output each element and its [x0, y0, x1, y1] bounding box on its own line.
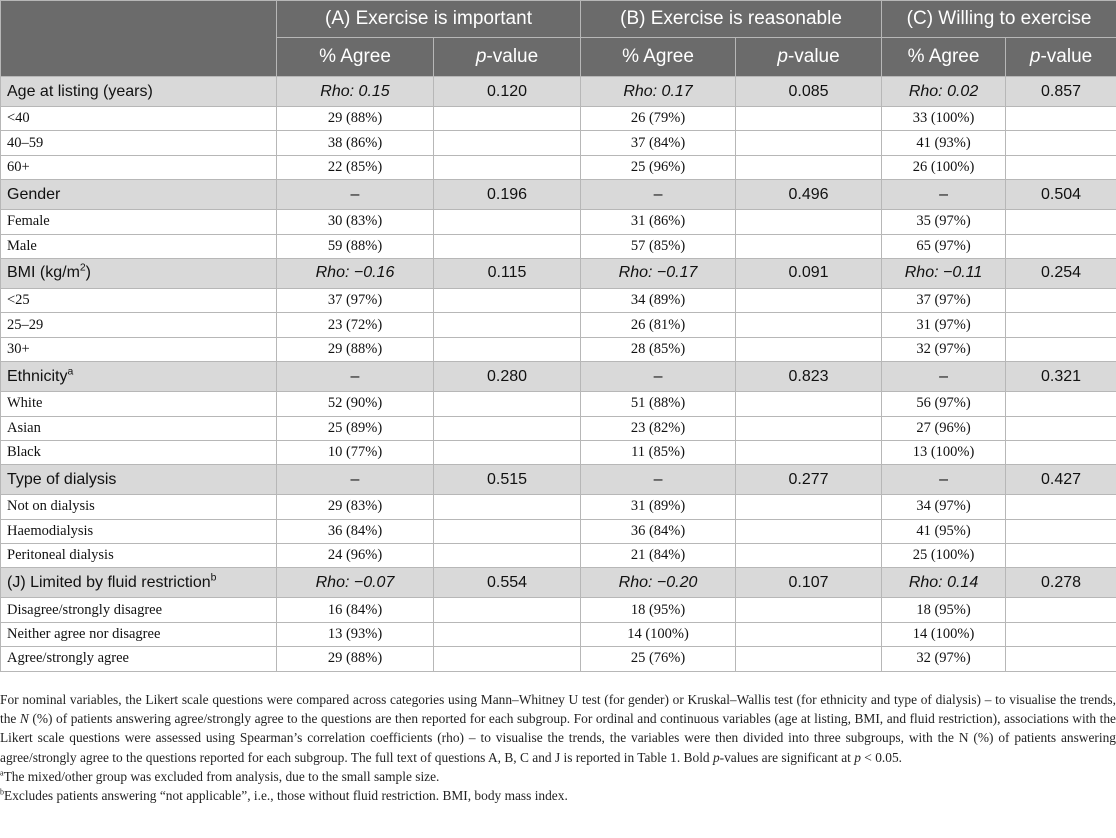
- subgroup-label: 40–59: [1, 131, 277, 155]
- empty-cell: [1006, 647, 1116, 671]
- table-row: [1, 107, 1116, 131]
- section-pvalue: 0.321: [1006, 362, 1116, 392]
- section-stat: –: [882, 362, 1006, 392]
- header-corner: [1, 1, 277, 77]
- agree-count: 16 (84%): [277, 598, 434, 622]
- section-pvalue: 0.554: [434, 568, 581, 598]
- empty-cell: [736, 288, 882, 312]
- table-row: [1, 131, 1116, 155]
- subgroup-label: 30+: [1, 337, 277, 361]
- subgroup-label: Peritoneal dialysis: [1, 544, 277, 568]
- empty-cell: [434, 107, 581, 131]
- section-pvalue: 0.107: [736, 568, 882, 598]
- agree-count: 41 (93%): [882, 131, 1006, 155]
- agree-count: 18 (95%): [882, 598, 1006, 622]
- table-footnotes: [0, 690, 1116, 805]
- footnote-b: $^b$Excludes patients answering “not applicable”, i.e., those without fluid restriction. BMI, body mass index.: [0, 787, 568, 804]
- header-pvalue: p-value: [434, 38, 581, 77]
- empty-cell: [736, 544, 882, 568]
- table-row: [1, 544, 1116, 568]
- section-stat: –: [581, 465, 736, 495]
- agree-count: 25 (100%): [882, 544, 1006, 568]
- agree-count: 41 (95%): [882, 519, 1006, 543]
- agree-count: 31 (86%): [581, 210, 736, 234]
- section-stat: Rho: −0.16: [277, 258, 434, 288]
- empty-cell: [1006, 337, 1116, 361]
- header-group-b: (B) Exercise is reasonable: [581, 1, 882, 38]
- empty-cell: [434, 337, 581, 361]
- section-row: [1, 568, 1116, 598]
- table-row: [1, 440, 1116, 464]
- subgroup-label: 25–29: [1, 313, 277, 337]
- empty-cell: [1006, 598, 1116, 622]
- section-pvalue: 0.085: [736, 77, 882, 107]
- agree-count: 29 (88%): [277, 107, 434, 131]
- table-row: [1, 495, 1116, 519]
- header-agree: % Agree: [882, 38, 1006, 77]
- agree-count: 32 (97%): [882, 337, 1006, 361]
- agree-count: 51 (88%): [581, 392, 736, 416]
- empty-cell: [1006, 622, 1116, 646]
- section-pvalue: 0.115: [434, 258, 581, 288]
- subgroup-label: Male: [1, 234, 277, 258]
- section-pvalue: 0.280: [434, 362, 581, 392]
- empty-cell: [434, 519, 581, 543]
- empty-cell: [736, 622, 882, 646]
- section-stat: –: [277, 465, 434, 495]
- agree-count: 10 (77%): [277, 440, 434, 464]
- section-row: [1, 465, 1116, 495]
- subgroup-label: Not on dialysis: [1, 495, 277, 519]
- section-stat: Rho: 0.02: [882, 77, 1006, 107]
- subgroup-label: Disagree/strongly disagree: [1, 598, 277, 622]
- section-stat: Rho: −0.17: [581, 258, 736, 288]
- empty-cell: [434, 622, 581, 646]
- section-pvalue: 0.515: [434, 465, 581, 495]
- agree-count: 36 (84%): [277, 519, 434, 543]
- empty-cell: [736, 598, 882, 622]
- empty-cell: [434, 155, 581, 179]
- agree-count: 26 (81%): [581, 313, 736, 337]
- empty-cell: [434, 598, 581, 622]
- empty-cell: [434, 647, 581, 671]
- agree-count: 24 (96%): [277, 544, 434, 568]
- agree-count: 29 (83%): [277, 495, 434, 519]
- section-pvalue: 0.823: [736, 362, 882, 392]
- empty-cell: [736, 155, 882, 179]
- agree-count: 26 (79%): [581, 107, 736, 131]
- section-row: [1, 362, 1116, 392]
- empty-cell: [434, 392, 581, 416]
- section-stat: –: [882, 465, 1006, 495]
- section-label: Gender: [1, 180, 277, 210]
- empty-cell: [736, 495, 882, 519]
- subgroup-label: Agree/strongly agree: [1, 647, 277, 671]
- empty-cell: [434, 440, 581, 464]
- agree-count: 23 (72%): [277, 313, 434, 337]
- table-row: [1, 210, 1116, 234]
- empty-cell: [434, 313, 581, 337]
- empty-cell: [434, 416, 581, 440]
- empty-cell: [736, 647, 882, 671]
- empty-cell: [736, 440, 882, 464]
- section-stat: Rho: 0.15: [277, 77, 434, 107]
- agree-count: 21 (84%): [581, 544, 736, 568]
- agree-count: 29 (88%): [277, 337, 434, 361]
- agree-count: 14 (100%): [882, 622, 1006, 646]
- section-row: [1, 258, 1116, 288]
- section-row: [1, 77, 1116, 107]
- section-label: Ethnicity$^a$: [1, 362, 277, 392]
- subgroup-label: Asian: [1, 416, 277, 440]
- section-pvalue: 0.278: [1006, 568, 1116, 598]
- table-row: [1, 313, 1116, 337]
- section-stat: –: [277, 180, 434, 210]
- agree-count: 37 (84%): [581, 131, 736, 155]
- section-stat: Rho: −0.11: [882, 258, 1006, 288]
- table-row: [1, 598, 1116, 622]
- empty-cell: [1006, 392, 1116, 416]
- agree-count: 52 (90%): [277, 392, 434, 416]
- header-pvalue: p-value: [1006, 38, 1116, 77]
- table-row: [1, 234, 1116, 258]
- section-pvalue: 0.857: [1006, 77, 1116, 107]
- empty-cell: [1006, 210, 1116, 234]
- subgroup-label: Black: [1, 440, 277, 464]
- header-group-c: (C) Willing to exercise: [882, 1, 1116, 38]
- table-row: [1, 392, 1116, 416]
- empty-cell: [434, 234, 581, 258]
- agree-count: 34 (89%): [581, 288, 736, 312]
- section-pvalue: 0.196: [434, 180, 581, 210]
- agree-count: 30 (83%): [277, 210, 434, 234]
- empty-cell: [1006, 416, 1116, 440]
- empty-cell: [434, 544, 581, 568]
- empty-cell: [1006, 288, 1116, 312]
- empty-cell: [1006, 131, 1116, 155]
- agree-count: 25 (89%): [277, 416, 434, 440]
- subgroup-label: White: [1, 392, 277, 416]
- agree-count: 14 (100%): [581, 622, 736, 646]
- footnote-a: $^a$The mixed/other group was excluded from analysis, due to the small sample size.: [0, 768, 440, 784]
- subgroup-label: Haemodialysis: [1, 519, 277, 543]
- section-label: (J) Limited by fluid restriction$^b$: [1, 568, 277, 598]
- section-pvalue: 0.091: [736, 258, 882, 288]
- empty-cell: [736, 519, 882, 543]
- agree-count: 28 (85%): [581, 337, 736, 361]
- footnote-main: For nominal variables, the Likert scale questions were compared across categories using Mann–Whitney U test (for gender) or Kruskal–Wallis test (for ethnicity and type of dialysis) – to visualise the trends, the N (%) of patients answering agree/strongly agree to the questions are then reported for each subgroup. For ordinal and continuous variables (age at listing, BMI, and fluid restriction), associations with the Likert scale questions were assessed using Spearman’s correlation coefficients (rho) – to visualise the trends, the variables were then divided into three subgroups, with the N (%) of patients answering agree/strongly agree to the questions reported for each subgroup. The full text of questions A, B, C and J is reported in Table 1. Bold p-values are significant at p < 0.05.: [0, 692, 1116, 765]
- agree-count: 65 (97%): [882, 234, 1006, 258]
- header-group-a: (A) Exercise is important: [277, 1, 581, 38]
- empty-cell: [434, 495, 581, 519]
- section-pvalue: 0.504: [1006, 180, 1116, 210]
- section-stat: –: [277, 362, 434, 392]
- table-body: [1, 77, 1116, 672]
- section-label: Age at listing (years): [1, 77, 277, 107]
- table-row: [1, 647, 1116, 671]
- empty-cell: [1006, 155, 1116, 179]
- section-pvalue: 0.277: [736, 465, 882, 495]
- agree-count: 29 (88%): [277, 647, 434, 671]
- section-stat: Rho: −0.20: [581, 568, 736, 598]
- subgroup-label: Female: [1, 210, 277, 234]
- section-stat: –: [581, 362, 736, 392]
- empty-cell: [1006, 440, 1116, 464]
- agree-count: 37 (97%): [277, 288, 434, 312]
- section-pvalue: 0.496: [736, 180, 882, 210]
- agree-count: 13 (93%): [277, 622, 434, 646]
- agree-count: 32 (97%): [882, 647, 1006, 671]
- agree-count: 18 (95%): [581, 598, 736, 622]
- empty-cell: [1006, 495, 1116, 519]
- agree-count: 36 (84%): [581, 519, 736, 543]
- empty-cell: [1006, 544, 1116, 568]
- table-row: [1, 622, 1116, 646]
- section-pvalue: 0.254: [1006, 258, 1116, 288]
- section-stat: Rho: 0.17: [581, 77, 736, 107]
- table-row: [1, 288, 1116, 312]
- section-pvalue: 0.120: [434, 77, 581, 107]
- agree-count: 27 (96%): [882, 416, 1006, 440]
- subgroup-label: Neither agree nor disagree: [1, 622, 277, 646]
- agree-count: 26 (100%): [882, 155, 1006, 179]
- agree-count: 56 (97%): [882, 392, 1006, 416]
- section-stat: Rho: −0.07: [277, 568, 434, 598]
- section-stat: –: [581, 180, 736, 210]
- empty-cell: [1006, 519, 1116, 543]
- agree-count: 25 (96%): [581, 155, 736, 179]
- agree-count: 22 (85%): [277, 155, 434, 179]
- empty-cell: [736, 107, 882, 131]
- empty-cell: [736, 234, 882, 258]
- table-row: [1, 416, 1116, 440]
- section-stat: –: [882, 180, 1006, 210]
- empty-cell: [736, 337, 882, 361]
- header-pvalue: p-value: [736, 38, 882, 77]
- agree-count: 37 (97%): [882, 288, 1006, 312]
- section-label: BMI $(kg/m^2)$: [1, 258, 277, 288]
- agree-count: 31 (97%): [882, 313, 1006, 337]
- empty-cell: [736, 131, 882, 155]
- section-stat: Rho: 0.14: [882, 568, 1006, 598]
- agree-count: 33 (100%): [882, 107, 1006, 131]
- agree-count: 57 (85%): [581, 234, 736, 258]
- empty-cell: [1006, 313, 1116, 337]
- section-row: [1, 180, 1116, 210]
- table-row: [1, 155, 1116, 179]
- empty-cell: [736, 313, 882, 337]
- empty-cell: [1006, 107, 1116, 131]
- subgroup-label: <25: [1, 288, 277, 312]
- section-pvalue: 0.427: [1006, 465, 1116, 495]
- agree-count: 11 (85%): [581, 440, 736, 464]
- agree-count: 34 (97%): [882, 495, 1006, 519]
- empty-cell: [1006, 234, 1116, 258]
- empty-cell: [736, 392, 882, 416]
- agree-count: 35 (97%): [882, 210, 1006, 234]
- section-label: Type of dialysis: [1, 465, 277, 495]
- header-agree: % Agree: [277, 38, 434, 77]
- empty-cell: [434, 210, 581, 234]
- agree-count: 13 (100%): [882, 440, 1006, 464]
- empty-cell: [736, 210, 882, 234]
- agree-count: 31 (89%): [581, 495, 736, 519]
- agree-count: 59 (88%): [277, 234, 434, 258]
- subgroup-label: 60+: [1, 155, 277, 179]
- agree-count: 38 (86%): [277, 131, 434, 155]
- agree-count: 23 (82%): [581, 416, 736, 440]
- empty-cell: [736, 416, 882, 440]
- agree-count: 25 (76%): [581, 647, 736, 671]
- header-agree: % Agree: [581, 38, 736, 77]
- subgroup-label: <40: [1, 107, 277, 131]
- empty-cell: [434, 288, 581, 312]
- table-row: [1, 337, 1116, 361]
- empty-cell: [434, 131, 581, 155]
- table-row: [1, 519, 1116, 543]
